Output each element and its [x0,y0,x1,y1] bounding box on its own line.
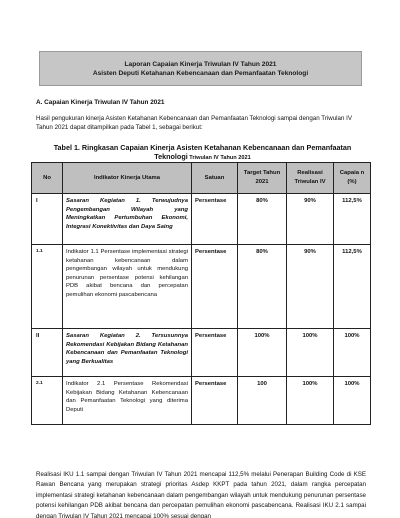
row-realisasi: 90% [287,194,334,245]
header-realisasi: Realisasi Triwulan IV [287,163,334,194]
row-indicator-text: Sasaran Kegiatan 1. Terwujudnya Pengembangan Wilayah yang Meningkatkan Pertumbuhan Ekonomi, Integrasi Konektivitas dan Daya Saing [63,194,192,245]
row-satuan: Persentase [192,194,238,245]
header-capaian: Capaia n (%) [334,163,371,194]
performance-table [31,162,371,425]
row-satuan: Persentase [192,377,238,425]
row-realisasi: 90% [287,245,334,329]
row-capaian: 100% [334,329,371,377]
report-header-box [39,51,362,86]
closing-paragraph: Realisasi IKU 1.1 sampai dengan Triwulan IV Tahun 2021 mencapai 112,5% melalui Penerapan Building Code di KSE Rawan Bencana yang merupakan strategi prioritas Asdep KKPT pada tahun 2021, dalam rangka percepatan implementasi strategi ketahanan kebencanaan dalam pengembangan wilayah untuk mendukung penurunan persentase potensi kehilangan PDB akibat bencana dan percepatan pemulihan ekonomi pascabencana. Realisasi IKU 2.1 sampai dengan Triwulan IV Tahun 2021 mencapai 100% sesuai dengan [36,471,366,518]
intro-paragraph: Hasil pengukuran kinerja Asisten Ketahanan Kebencanaan dan Pemanfaatan Teknologi sampai dengan Triwulan IV Tahun 2021 dapat ditampilkan pada Tabel 1, sebagai berikut: [36,115,353,132]
row-no: 2.1 [32,377,63,425]
table-title-main: Tabel 1. Ringkasan Capaian Kinerja Asisten Ketahanan Kebencanaan dan Pemanfaatan Teknologi [53,143,352,162]
row-target: 100% [238,329,287,377]
row-indicator-text: Sasaran Kegiatan 2. Tersusunnya Rekomendasi Kebijakan Bidang Ketahanan Kebencanaan dan Pemanfaatan Teknologi yang Berkualitas [63,329,192,377]
row-realisasi: 100% [287,329,334,377]
table-row [32,329,371,377]
table-row [32,377,371,425]
row-capaian: 112,5% [334,194,371,245]
header-satuan: Satuan [192,163,238,194]
table-row [32,194,371,245]
row-target: 80% [238,194,287,245]
row-satuan: Persentase [192,329,238,377]
section-heading: A. Capaian Kinerja Triwulan IV Tahun 2021 [36,99,165,106]
row-target: 100 [238,377,287,425]
table-title [40,143,365,164]
row-capaian: 112,5% [334,245,371,329]
row-capaian: 100% [334,377,371,425]
row-no: II [32,329,63,377]
header-no: No [32,163,63,194]
row-indicator-text: Indikator 2.1 Persentase Rekomendasi Kebijakan Bidang Ketahanan Kebencanaan dan Pemanfaatan Teknologi yang diterima Deputi [63,377,192,425]
report-title: Laporan Capaian Kinerja Triwulan IV Tahun 2021 [124,60,277,68]
row-no: 1.1 [32,245,63,329]
table-row [32,245,371,329]
row-no: I [32,194,63,245]
row-indicator-text: Indikator 1.1 Persentase implementasi strategi ketahanan kebencanaan dalam pengembangan wilayah untuk mendukung penurunan persentase potensi kehilangan PDB akibat bencana dan percepatan pemulihan ekonomi pascabencana [63,245,192,329]
header-indikator: Indikator Kinerja Utama [63,163,192,194]
row-realisasi: 100% [287,377,334,425]
row-target: 80% [238,245,287,329]
header-target: Target Tahun 2021 [238,163,287,194]
report-subtitle: Asisten Deputi Ketahanan Kebencanaan dan Pemanfaatan Teknologi [92,69,309,77]
table-title-suffix: Triwulan IV Tahun 2021 [187,155,251,162]
table-header-row [32,163,371,194]
row-satuan: Persentase [192,245,238,329]
